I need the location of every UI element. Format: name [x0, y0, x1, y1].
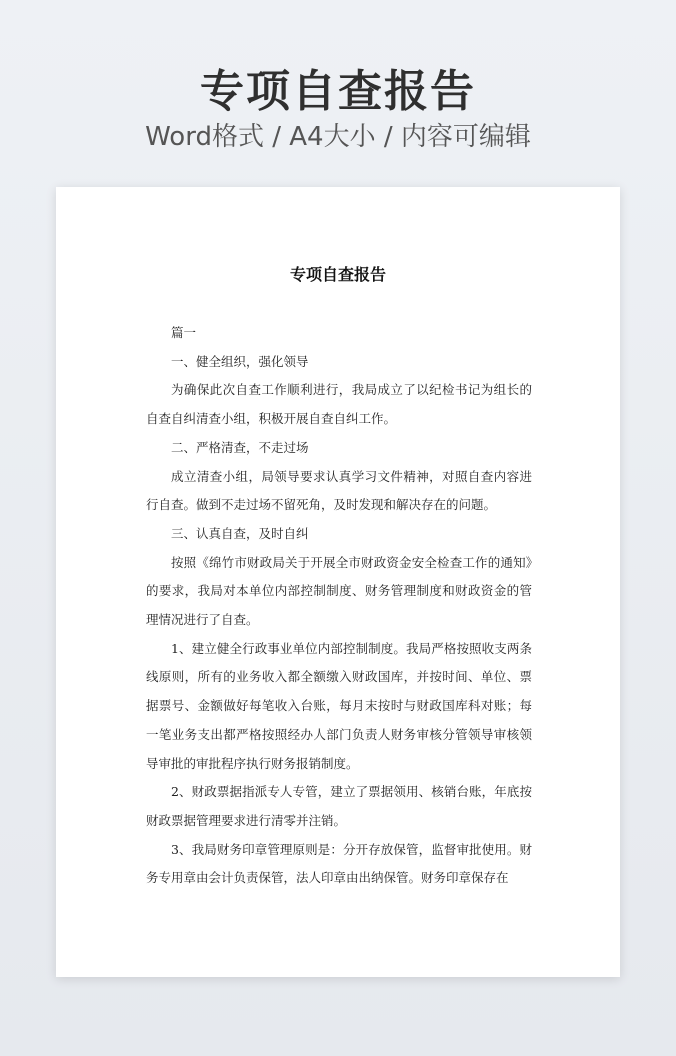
document-title: 专项自查报告	[289, 265, 386, 284]
paragraph: 为确保此次自查工作顺利进行，我局成立了以纪检书记为组长的自查自纠清查小组，积极开展自查自纠工作。	[146, 382, 532, 427]
paragraph: 二、严格清查，不走过场	[171, 439, 309, 455]
banner-title: 专项自查报告	[200, 66, 476, 117]
paragraph: 3、我局财务印章管理原则是：分开存放保管，监督审批使用。财务专用章由会计负责保管，法人印章由出纳保管。财务印章保存在	[146, 841, 532, 886]
paragraph: 一、健全组织，强化领导	[171, 353, 309, 369]
paragraph: 成立清查小组，局领导要求认真学习文件精神，对照自查内容进行自查。做到不走过场不留死角，及时发现和解决存在的问题。	[146, 468, 532, 513]
paragraph: 1、建立健全行政事业单位内部控制制度。我局严格按照收支两条线原则，所有的业务收入都全额缴入财政国库，并按时间、单位、票据票号、金额做好每笔收入台账，每月末按时与财政国库科对账；每一笔业务支出都严格按照经办人部门负责人财务审核分管领导审核领导审批的审批程序执行财务报销制度。	[146, 640, 532, 771]
document-body	[146, 319, 532, 893]
banner	[0, 0, 676, 186]
paragraph: 2、财政票据指派专人专管，建立了票据领用、核销台账，年底按财政票据管理要求进行清零并注销。	[146, 784, 532, 828]
banner-subtitle: Word格式 / A4大小 / 内容可编辑	[145, 122, 531, 152]
document-page	[56, 187, 620, 977]
paragraph: 三、认真自查，及时自纠	[171, 525, 309, 541]
paragraph: 按照《绵竹市财政局关于开展全市财政资金安全检查工作的通知》的要求，我局对本单位内部控制制度、财务管理制度和财政资金的管理情况进行了自查。	[146, 554, 532, 628]
paragraph: 篇一	[171, 325, 197, 340]
